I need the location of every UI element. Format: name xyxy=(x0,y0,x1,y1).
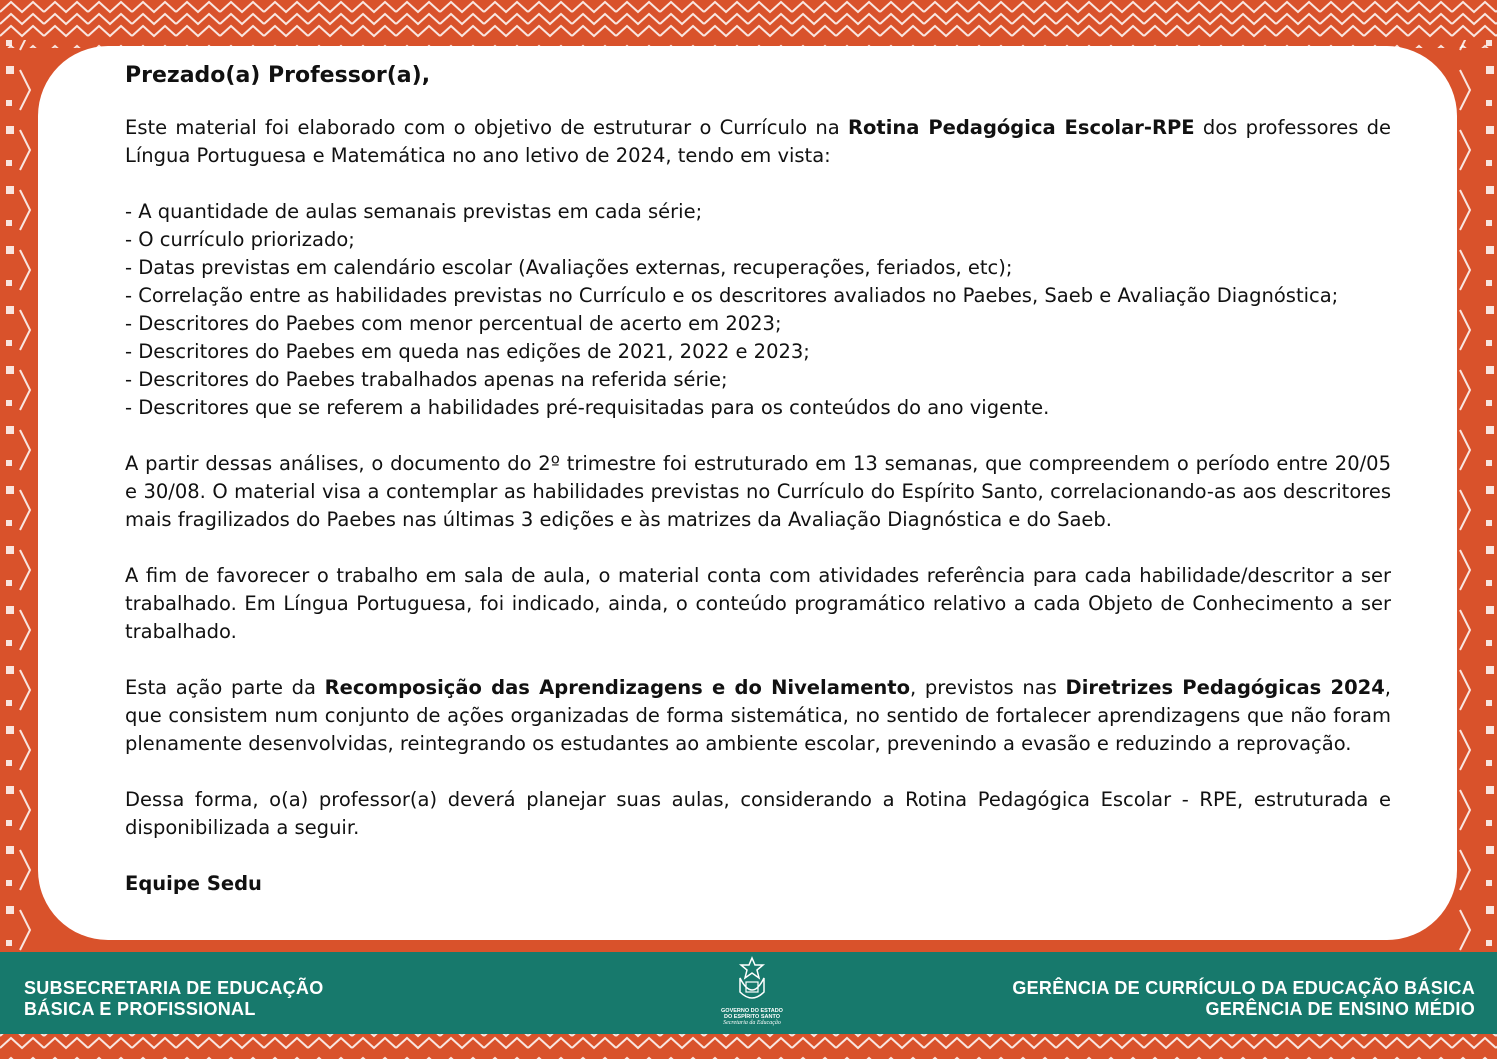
recomposition-paragraph xyxy=(125,674,1391,758)
list-item: - Descritores do Paebes com menor percentual de acerto em 2023; xyxy=(125,312,782,335)
letter-greeting: Prezado(a) Professor(a), xyxy=(125,63,431,88)
footer-left-line1: SUBSECRETARIA DE EDUCAÇÃO xyxy=(24,978,324,998)
footer-right-line2: GERÊNCIA DE ENSINO MÉDIO xyxy=(1205,999,1475,1019)
list-item: - Descritores do Paebes trabalhados apenas na referida série; xyxy=(125,368,728,391)
seal-line2: DO ESPÍRITO SANTO xyxy=(723,1014,781,1020)
list-item: - A quantidade de aulas semanais previstas em cada série; xyxy=(125,200,703,223)
analysis-paragraph: A partir dessas análises, o documento do 2º trimestre foi estruturado em 13 semanas, que compreendem o período entre 20/05 e 30/08. O material visa a contemplar as habilidades previstas no Currículo do Espírito Santo, correlacionando-as aos descritores mais fragilizados do Paebes nas últimas 3 edições e às matrizes da Avaliação Diagnóstica e do Saeb. xyxy=(125,452,1391,531)
recomp-text-2: , previstos nas xyxy=(910,676,1066,699)
intro-text-1: Este material foi elaborado com o objetivo de estruturar o Currículo na xyxy=(125,116,848,139)
footer-bar xyxy=(0,952,1497,1034)
signature: Equipe Sedu xyxy=(125,872,262,895)
list-item: - Datas previstas em calendário escolar (Avaliações externas, recuperações, feriados, etc); xyxy=(125,256,1013,279)
footer-right xyxy=(1012,978,1475,1020)
intro-bold-rpe: Rotina Pedagógica Escolar-RPE xyxy=(848,116,1195,139)
list-item: - Descritores do Paebes em queda nas edições de 2021, 2022 e 2023; xyxy=(125,340,810,363)
intro-paragraph xyxy=(125,114,1391,170)
recomp-text-1: Esta ação parte da xyxy=(125,676,325,699)
list-item: - Correlação entre as habilidades previstas no Currículo e os descritores avaliados no Paebes, Saeb e Avaliação Diagnóstica; xyxy=(125,284,1339,307)
footer-right-line1: GERÊNCIA DE CURRÍCULO DA EDUCAÇÃO BÁSICA xyxy=(1012,978,1475,998)
recomp-bold-2: Diretrizes Pedagógicas 2024 xyxy=(1065,676,1385,699)
recomp-text-3: , que consistem num conjunto de ações organizadas de forma sistemática, no sentido de fortalecer aprendizagens que não foram plenamente desenvolvidas, reintegrando os estudantes ao ambiente escolar, prevenindo a evasão e reduzindo a reprovação. xyxy=(125,676,1391,755)
seal-line1: GOVERNO DO ESTADO xyxy=(721,1008,783,1014)
activities-paragraph: A fim de favorecer o trabalho em sala de aula, o material conta com atividades referência para cada habilidade/descritor a ser trabalhado. Em Língua Portuguesa, foi indicado, ainda, o conteúdo programático relativo a cada Objeto de Conhecimento a ser trabalhado. xyxy=(125,564,1391,643)
criteria-list xyxy=(125,198,1391,422)
state-seal xyxy=(712,956,792,1032)
state-coat-of-arms-icon xyxy=(732,956,772,1004)
planning-paragraph: Dessa forma, o(a) professor(a) deverá planejar suas aulas, considerando a Rotina Pedagógica Escolar - RPE, estruturada e disponibilizada a seguir. xyxy=(125,788,1391,839)
footer-left xyxy=(24,978,324,1020)
intro-text-2: dos professores de Língua Portuguesa e Matemática no ano letivo de 2024, tendo em vista: xyxy=(125,116,1391,167)
list-item: - O currículo priorizado; xyxy=(125,228,355,251)
letter-body xyxy=(125,58,1391,898)
list-item: - Descritores que se referem a habilidades pré-requisitadas para os conteúdos do ano vigente. xyxy=(125,396,1050,419)
footer-left-line2: BÁSICA E PROFISSIONAL xyxy=(24,999,256,1019)
seal-subtitle: Secretaria da Educação xyxy=(723,1020,781,1026)
recomp-bold-1: Recomposição das Aprendizagens e do Nivelamento xyxy=(324,676,911,699)
